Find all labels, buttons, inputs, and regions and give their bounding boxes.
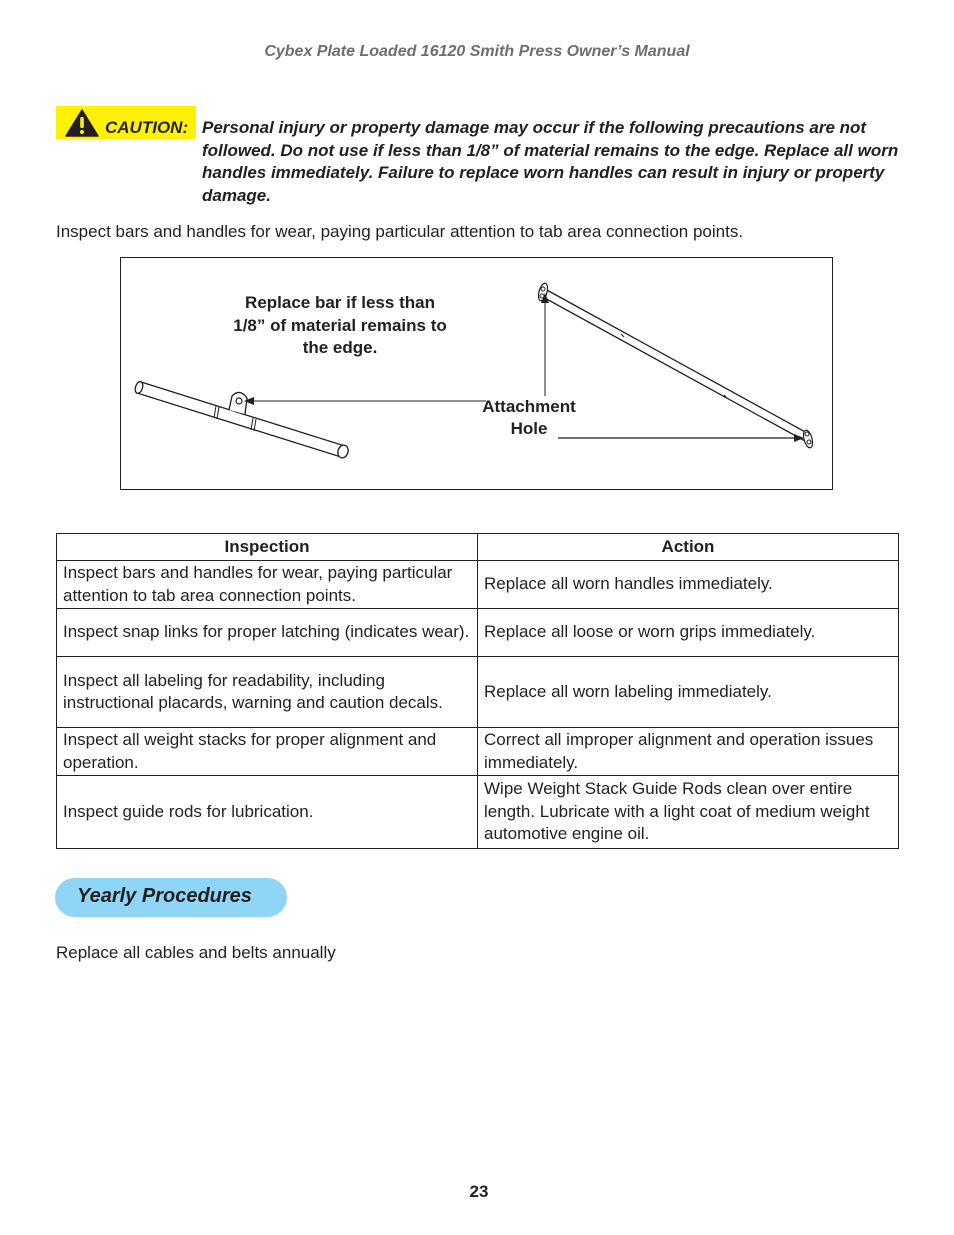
action-cell: Replace all worn labeling immediately. <box>478 657 899 728</box>
inspection-table <box>56 533 899 849</box>
caution-text: Personal injury or property damage may occur if the following precautions are not followed. Do not use if less than 1/8” of material remains to the edge. Replace all worn handles immediately. Failure to replace worn handles can result in injury or property damage. <box>202 118 899 205</box>
inspection-cell: Inspect bars and handles for wear, paying particular attention to tab area connection points. <box>57 561 478 609</box>
page-header: Cybex Plate Loaded 16120 Smith Press Owner’s Manual <box>264 43 690 60</box>
callout-replace-bar: Replace bar if less than 1/8” of material remains to the edge. <box>233 293 447 357</box>
intro-text: Inspect bars and handles for wear, paying particular attention to tab area connection points. <box>56 222 744 241</box>
straight-bar-illustration <box>134 381 350 459</box>
table-row <box>57 609 899 657</box>
page-number: 23 <box>469 1182 489 1201</box>
action-cell: Replace all loose or worn grips immediately. <box>478 609 899 657</box>
table-row <box>57 657 899 728</box>
table-row <box>57 776 899 849</box>
caution-label: CAUTION: <box>105 118 189 137</box>
section-title: Yearly Procedures <box>77 885 252 907</box>
callout-attachment-hole: Attachment Hole <box>482 397 576 438</box>
action-cell: Correct all improper alignment and operation issues immediately. <box>478 728 899 776</box>
inspection-header: Inspection <box>57 534 478 561</box>
inspection-cell: Inspect all weight stacks for proper alignment and operation. <box>57 728 478 776</box>
handle-diagram <box>120 257 833 490</box>
section-heading-pill <box>55 878 287 917</box>
action-cell: Wipe Weight Stack Guide Rods clean over entire length. Lubricate with a light coat of medium weight automotive engine oil. <box>478 776 899 849</box>
table-row <box>57 728 899 776</box>
action-cell: Replace all worn handles immediately. <box>478 561 899 609</box>
warning-triangle-icon <box>65 109 99 137</box>
table-row <box>57 561 899 609</box>
inspection-cell: Inspect snap links for proper latching (indicates wear). <box>57 609 478 657</box>
table-header-row <box>57 534 899 561</box>
caution-badge <box>56 106 196 139</box>
inspection-cell: Inspect guide rods for lubrication. <box>57 776 478 849</box>
inspection-cell: Inspect all labeling for readability, including instructional placards, warning and caution decals. <box>57 657 478 728</box>
annual-procedure-text: Replace all cables and belts annually <box>56 943 336 962</box>
action-header: Action <box>478 534 899 561</box>
